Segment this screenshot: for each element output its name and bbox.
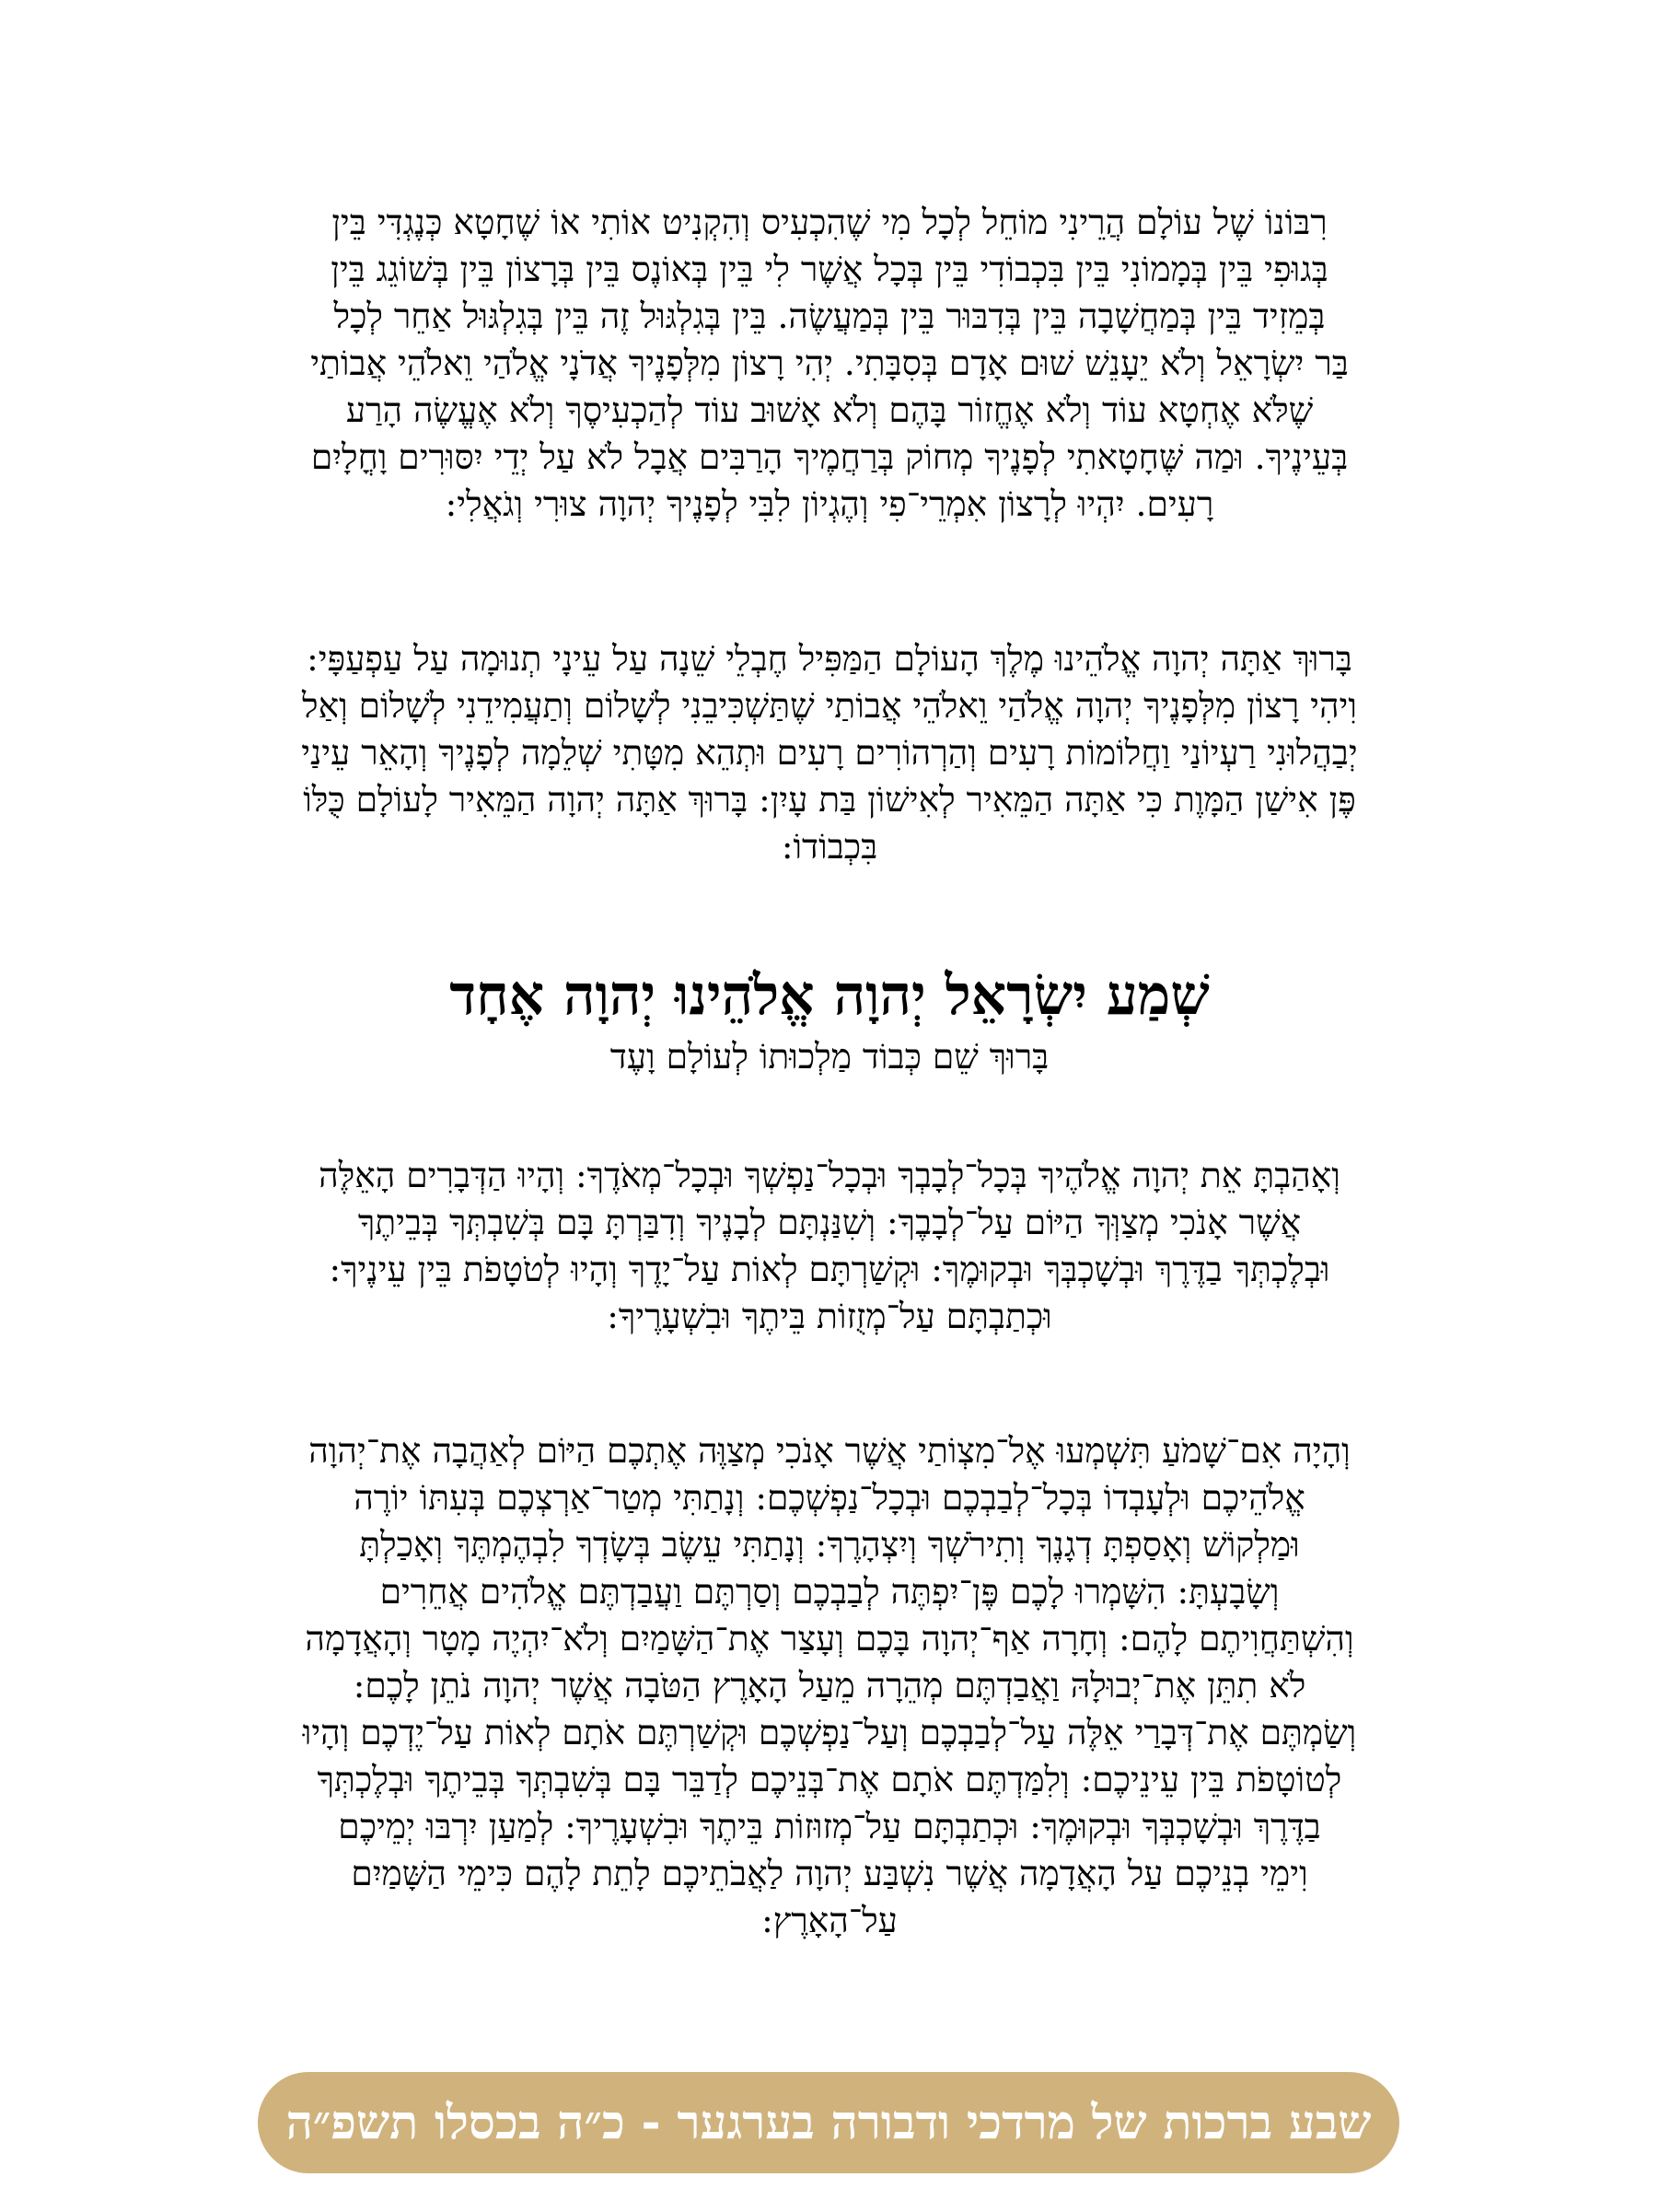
text-line: אֱלֹהֵיכֶם וּלְעָבְדוֹ בְּכָל־לְבַבְכֶם וּבְכָל־נַפְשְׁכֶם: וְנָתַתִּי מְטַר־אַרְצְכֶם בְּעִתּוֹ יוֹרֶה	[354, 1477, 1305, 1518]
text-line: בַדֶּרֶךְ וּבְשָׁכְבְּךָ וּבְקוּמֶךָ: וּכְתַבְתָּם עַל־מְזוּזוֹת בֵּיתֶךָ וּבִשְׁעָרֶיךָ: לְמַעַן יִרְבּוּ יְמֵיכֶם	[338, 1806, 1321, 1846]
text-line: וְהִשְׁתַּחֲוִיתֶם לָהֶם: וְחָרָה אַף־יְהוָה בָּכֶם וְעָצַר אֶת־הַשָּׁמַיִם וְלֹא־יִהְיֶה מָטָר וְהָאֲדָמָה	[305, 1618, 1354, 1659]
text-line: בְּגוּפִי בֵּין בְּמָמוֹנִי בֵּין בִּכְבוֹדִי בֵּין בְּכָל אֲשֶׁר לִי בֵּין בְּאוֹנֶס בֵּין בְּרָצוֹן בֵּין בְּשׁוֹגֵג בֵּין	[331, 249, 1328, 289]
text-line: שֶׁלֹּא אֶחְטָא עוֹד וְלֹא אֶחֱזוֹר בָּהֶם וְלֹא אָשׁוּב עוֹד לְהַכְעִיסֶךָ וְלֹא אֶעֱשֶׂה הָרַע	[345, 390, 1314, 430]
paragraph-veahavta	[101, 1152, 1558, 1340]
text-line: בַּר יִשְׂרָאֵל וְלֹא יֵעָנֵשׁ שׁוּם אָדָם בְּסִבָּתִי. יְהִי רָצוֹן מִלְּפָנֶיךָ אֲדֹנָי אֱלֹהַי וֵאלֹהֵי אֲבוֹתַי	[310, 343, 1349, 383]
text-line: וִיהִי רָצוֹן מִלְּפָנֶיךָ יְהוָה אֱלֹהַי וֵאלֹהֵי אֲבוֹתַי שֶׁתַּשְׁכִּיבֵנִי לְשָׁלוֹם וְתַעֲמִידֵנִי לְשָׁלוֹם וְאַל	[302, 685, 1357, 726]
text-line: בְּמֵזִיד בֵּין בְּמַחֲשָׁבָה בֵּין בְּדִבּוּר בֵּין בְּמַעֲשֶׂה. בֵּין בְּגִלְגּוּל זֶה בֵּין בְּגִלְגּוּל אַחֵר לְכָל	[333, 296, 1326, 336]
text-line: וְשָׂבָעְתָּ: הִשָּׁמְרוּ לָכֶם פֶּן־יִפְתֶּה לְבַבְכֶם וְסַרְתֶּם וַעֲבַדְתֶּם אֱלֹהִים אֲחֵרִים	[379, 1571, 1280, 1612]
text-line: פֶּן אִישַׁן הַמָּוֶת כִּי אַתָּה הַמֵּאִיר לְאִישׁוֹן בַּת עָיִן: בָּרוּךְ אַתָּה יְהוָה הַמֵּאִיר לָעוֹלָם כֻּלּוֹ	[303, 779, 1356, 820]
text-line: יְבַהֲלוּנִי רַעְיוֹנַי וַחֲלוֹמוֹת רָעִים וְהַרְהוֹרִים רָעִים וּתְהֵא מִטָּתִי שְׁלֵמָה לְפָנֶיךָ וְהָאֵר עֵינַי	[301, 732, 1358, 773]
text-line: לֹא תִתֵּן אֶת־יְבוּלָהּ וַאֲבַדְתֶּם מְהֵרָה מֵעַל הָאָרֶץ הַטֹּבָה אֲשֶׁר יְהוָה נֹתֵן לָכֶם:	[353, 1665, 1306, 1706]
shema-heading: שְׁמַע יִשְׂרָאֵל יְהוָה אֱלֹהֵינוּ יְהוָה אֶחָד	[449, 963, 1210, 1028]
text-line: רָעִים. יִהְיוּ לְרָצוֹן אִמְרֵי־פִי וְהֶגְיוֹן לִבִּי לְפָנֶיךָ יְהוָה צוּרִי וְגֹאֲלִי:	[445, 483, 1214, 524]
text-line: וּמַלְקוֹשׁ וְאָסַפְתָּ דְגָנֶךָ וְתִירֹשְׁךָ וְיִצְהָרֶךָ: וְנָתַתִּי עֵשֶׂב בְּשָׂדְךָ לִבְהֶמְתֶּךָ וְאָכַלְתָּ	[359, 1524, 1300, 1565]
text-line: וְהָיָה אִם־שָׁמֹעַ תִּשְׁמְעוּ אֶל־מִצְוֹתַי אֲשֶׁר אָנֹכִי מְצַוֶּה אֶתְכֶם הַיּוֹם לְאַהֲבָה אֶת־יְהוָה	[308, 1430, 1351, 1471]
text-line: עַל־הָאָרֶץ:	[761, 1900, 898, 1940]
text-line: בִּכְבוֹדוֹ:	[781, 826, 878, 867]
text-line: וּכְתַבְתָּם עַל־מְזֻזוֹת בֵּיתֶךָ וּבִשְׁעָרֶיךָ:	[607, 1296, 1052, 1336]
event-banner	[258, 2072, 1399, 2173]
text-line: לְטוֹטָפֹת בֵּין עֵינֵיכֶם: וְלִמַּדְתֶּם אֹתָם אֶת־בְּנֵיכֶם לְדַבֵּר בָּם בְּשִׁבְתְּךָ בְּבֵיתֶךָ וּבְלֶכְתְּךָ	[317, 1759, 1342, 1799]
shema-subheading: בָּרוּךְ שֵׁם כְּבוֹד מַלְכוּתוֹ לְעוֹלָם וָעֶד	[609, 1036, 1050, 1077]
text-line: וְשַׂמְתֶּם אֶת־דְּבָרַי אֵלֶּה עַל־לְבַבְכֶם וְעַל־נַפְשְׁכֶם וּקְשַׁרְתֶּם אֹתָם לְאוֹת עַל־יֶדְכֶם וְהָיוּ	[302, 1712, 1357, 1752]
paragraph-vehaya	[101, 1427, 1558, 1944]
text-line: בָּרוּךְ אַתָּה יְהוָה אֱלֹהֵינוּ מֶלֶךְ הָעוֹלָם הַמַּפִּיל חֶבְלֵי שֵׁנָה עַל עֵינָי תְנוּמָה עַל עַפְעַפָּי:	[307, 638, 1352, 679]
event-banner-text: שבע ברכות של מרדכי ודבורה בערגער - כ״ה בכסלו תשפ״ה	[285, 2095, 1372, 2150]
text-line: בְּעֵינֶיךָ. וּמַה שֶּׁחָטָאתִי לְפָנֶיךָ מְחוֹק בְּרַחֲמֶיךָ הָרַבִּים אֲבָל לֹא עַל יְדֵי יִסּוּרִים וָחֳלָיִם	[310, 437, 1349, 477]
text-line: אֲשֶׁר אָנֹכִי מְצַוְּךָ הַיּוֹם עַל־לְבָבֶךָ: וְשִׁנַּנְתָּם לְבָנֶיךָ וְדִבַּרְתָּ בָּם בְּשִׁבְתְּךָ בְּבֵיתֶךָ	[357, 1202, 1302, 1242]
text-line: וְאָהַבְתָּ אֵת יְהוָה אֱלֹהֶיךָ בְּכָל־לְבָבְךָ וּבְכָל־נַפְשְׁךָ וּבְכָל־מְאֹדֶךָ: וְהָיוּ הַדְּבָרִים הָאֵלֶּה	[319, 1155, 1340, 1195]
text-line: וִימֵי בְנֵיכֶם עַל הָאֲדָמָה אֲשֶׁר נִשְׁבַּע יְהוָה לַאֲבֹתֵיכֶם לָתֵת לָהֶם כִּימֵי הַשָּׁמַיִם	[351, 1853, 1308, 1893]
paragraph-ribono-shel-olam	[101, 199, 1558, 528]
text-line: רִבּוֹנוֹ שֶׁל עוֹלָם הֲרֵינִי מוֹחֵל לְכָל מִי שֶׁהִכְעִיס וְהִקְנִיט אוֹתִי אוֹ שֶׁחָטָא כְּנֶגְדִּי בֵּין	[331, 202, 1328, 242]
paragraph-hamapil	[101, 635, 1558, 870]
text-line: וּבְלֶכְתְּךָ בַדֶּרֶךְ וּבְשָׁכְבְּךָ וּבְקוּמֶךָ: וּקְשַׁרְתָּם לְאוֹת עַל־יָדֶךָ וְהָיוּ לְטֹטָפֹת בֵּין עֵינֶיךָ:	[329, 1249, 1330, 1289]
